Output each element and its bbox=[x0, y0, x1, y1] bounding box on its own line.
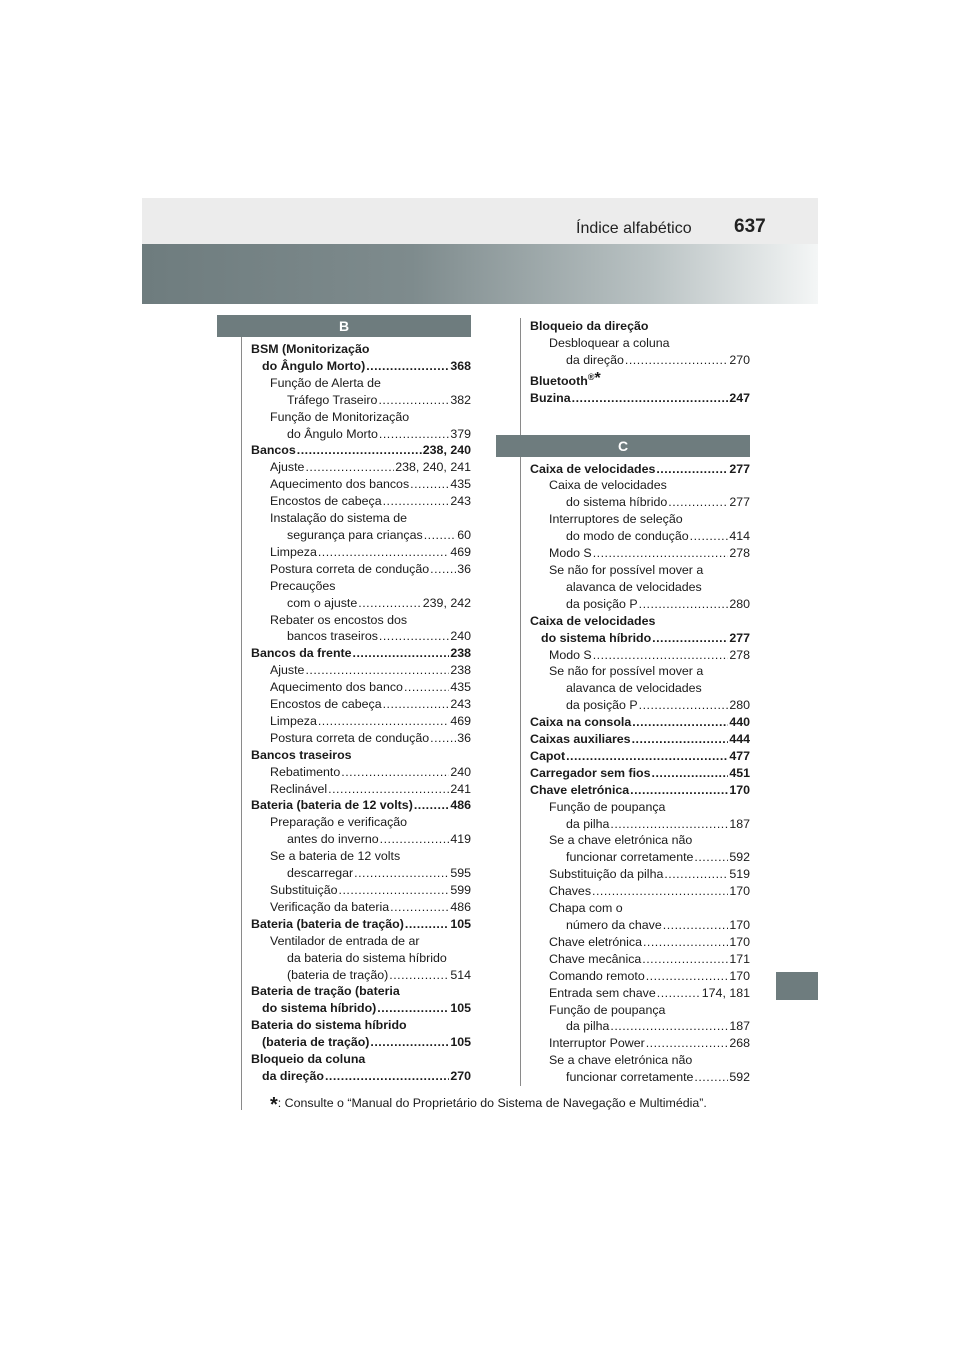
index-entry bbox=[530, 782, 750, 799]
entry-text: da posição P bbox=[566, 698, 638, 713]
entry-text: Bancos bbox=[251, 443, 296, 458]
left-entries-list bbox=[251, 341, 471, 1085]
index-entry bbox=[530, 1002, 750, 1036]
dot-leader bbox=[646, 1035, 729, 1052]
index-entry bbox=[530, 369, 750, 390]
entry-text: Substituição bbox=[270, 883, 338, 897]
entry-text: Caixa de velocidades bbox=[530, 461, 656, 476]
entry-text: do sistema híbrido) bbox=[262, 1001, 377, 1016]
dot-leader bbox=[663, 917, 729, 934]
page-reference: 187 bbox=[729, 1019, 750, 1034]
entry-text: Bancos traseiros bbox=[251, 747, 352, 762]
page-reference: 105 bbox=[450, 1035, 471, 1050]
page-reference: 435 bbox=[450, 477, 471, 492]
header-bar bbox=[142, 198, 818, 244]
entry-text: (bateria de tração) bbox=[262, 1035, 370, 1050]
dot-leader bbox=[354, 865, 449, 882]
entry-text: Postura correta de condução bbox=[270, 561, 430, 576]
dot-leader bbox=[325, 1068, 449, 1085]
entry-text: Rebatimento bbox=[270, 764, 341, 779]
dot-leader bbox=[318, 544, 449, 561]
entry-text: alavanca de velocidades bbox=[566, 579, 702, 594]
entry-text: funcionar corretamente bbox=[566, 850, 694, 865]
entry-text: do sistema híbrido bbox=[566, 495, 668, 510]
dot-leader bbox=[430, 730, 456, 747]
index-entry bbox=[251, 476, 471, 493]
dot-leader bbox=[632, 714, 728, 731]
page-reference: 519 bbox=[729, 867, 750, 882]
index-entry bbox=[251, 916, 471, 933]
dot-leader bbox=[694, 849, 728, 866]
entry-text: Ajuste bbox=[270, 460, 305, 475]
entry-text: descarregar bbox=[287, 866, 354, 881]
entry-text: Capot bbox=[530, 748, 566, 763]
dot-leader bbox=[358, 595, 422, 612]
index-entry bbox=[530, 390, 750, 407]
entry-text: Se não for possível mover a bbox=[549, 562, 704, 577]
dot-leader bbox=[341, 764, 449, 781]
entry-text: Instalação do sistema de bbox=[270, 511, 408, 526]
entry-text: Ajuste bbox=[270, 663, 305, 678]
page-reference: 243 bbox=[450, 494, 471, 509]
entry-text: do Ângulo Morto bbox=[287, 426, 378, 441]
index-entry bbox=[530, 900, 750, 934]
right-index-column bbox=[530, 318, 750, 1086]
entry-text: Substituição da pilha bbox=[549, 867, 664, 882]
index-entry bbox=[530, 647, 750, 664]
entry-text: Caixa de velocidades bbox=[549, 478, 667, 493]
dot-leader bbox=[390, 899, 449, 916]
page-reference: 419 bbox=[450, 832, 471, 847]
index-entry bbox=[530, 461, 750, 478]
page-reference: 270 bbox=[729, 352, 750, 367]
entry-text: da bateria do sistema híbrido bbox=[287, 950, 447, 965]
entry-text: da pilha bbox=[566, 1019, 610, 1034]
page-reference: 170 bbox=[729, 934, 750, 949]
registered-mark: ® bbox=[587, 371, 595, 382]
index-entry bbox=[251, 375, 471, 409]
index-entry bbox=[251, 493, 471, 510]
page-reference: 451 bbox=[729, 765, 750, 780]
entry-text: do sistema híbrido bbox=[541, 630, 652, 645]
entry-text: Função de poupança bbox=[549, 799, 666, 814]
page-reference: 171 bbox=[729, 951, 750, 966]
index-entry bbox=[530, 714, 750, 731]
dot-leader bbox=[642, 951, 728, 968]
page-reference: 435 bbox=[450, 680, 471, 695]
index-entry bbox=[251, 933, 471, 984]
page-reference: 105 bbox=[450, 1001, 471, 1016]
dot-leader bbox=[632, 731, 729, 748]
index-entry bbox=[251, 510, 471, 544]
page-reference: 174, 181 bbox=[701, 985, 750, 1000]
index-entry bbox=[251, 561, 471, 578]
index-entry bbox=[251, 848, 471, 882]
entry-text: da pilha bbox=[566, 816, 610, 831]
dot-leader bbox=[630, 782, 728, 799]
entry-text: Limpeza bbox=[270, 544, 317, 559]
footnote bbox=[270, 1094, 707, 1117]
index-entry bbox=[251, 882, 471, 899]
page-reference: 486 bbox=[450, 899, 471, 914]
index-entry bbox=[251, 1051, 471, 1085]
page-reference: 514 bbox=[450, 967, 471, 982]
dot-leader bbox=[379, 426, 449, 443]
dot-leader bbox=[643, 934, 728, 951]
entry-text: segurança para crianças bbox=[287, 527, 423, 542]
index-entry bbox=[251, 781, 471, 798]
entry-text: Modo S bbox=[549, 647, 592, 662]
dot-leader bbox=[593, 545, 729, 562]
index-entry bbox=[251, 442, 471, 459]
index-entry bbox=[530, 613, 750, 647]
page-number: 637 bbox=[734, 216, 766, 237]
index-entry bbox=[251, 612, 471, 646]
entry-text: Caixas auxiliares bbox=[530, 732, 631, 747]
entry-text: Bateria de tração (bateria bbox=[251, 984, 400, 999]
entry-text: Chapa com o bbox=[549, 901, 623, 916]
entry-text: Bateria do sistema híbrido bbox=[251, 1018, 407, 1033]
dot-leader bbox=[610, 816, 728, 833]
entry-text: da posição P bbox=[566, 596, 638, 611]
right-entries-list bbox=[530, 461, 750, 1087]
page-reference: 238, 240 bbox=[422, 443, 471, 458]
index-entry bbox=[530, 477, 750, 511]
entry-text: Se a chave eletrónica não bbox=[549, 1053, 693, 1068]
page-reference: 592 bbox=[729, 1070, 750, 1085]
entry-text: do Ângulo Morto) bbox=[262, 358, 366, 373]
index-entry bbox=[251, 696, 471, 713]
left-index-column bbox=[251, 315, 471, 1085]
index-entry bbox=[530, 832, 750, 866]
index-entry bbox=[530, 968, 750, 985]
entry-text: BSM (Monitorização bbox=[251, 342, 370, 356]
entry-text: Bateria (bateria de 12 volts) bbox=[251, 798, 413, 813]
dot-leader bbox=[656, 461, 728, 478]
page-reference: 238 bbox=[450, 646, 471, 661]
dot-leader bbox=[610, 1018, 728, 1035]
index-entry bbox=[530, 866, 750, 883]
dot-leader bbox=[389, 967, 449, 984]
page-reference: 240 bbox=[450, 629, 471, 644]
page-reference: 280 bbox=[729, 596, 750, 611]
page-reference: 105 bbox=[450, 916, 471, 931]
index-entry bbox=[530, 562, 750, 613]
index-entry bbox=[530, 934, 750, 951]
section-header-b: B bbox=[217, 315, 471, 337]
page-reference: 477 bbox=[729, 748, 750, 763]
entry-text: Postura correta de condução bbox=[270, 730, 430, 745]
index-entry bbox=[251, 662, 471, 679]
page-reference: 241 bbox=[450, 781, 471, 796]
dot-leader bbox=[652, 765, 729, 782]
page-reference: 277 bbox=[729, 630, 750, 645]
page-reference: 36 bbox=[457, 730, 471, 745]
dot-leader bbox=[370, 1034, 449, 1051]
entry-text: Rebater os encostos dos bbox=[270, 612, 408, 627]
entry-text: funcionar corretamente bbox=[566, 1070, 694, 1085]
index-entry bbox=[251, 814, 471, 848]
dot-leader bbox=[379, 628, 449, 645]
page-reference: 278 bbox=[729, 546, 750, 561]
entry-text: Buzina bbox=[530, 390, 571, 405]
entry-text: Entrada sem chave bbox=[549, 985, 656, 1000]
page-reference: 277 bbox=[729, 495, 750, 510]
index-entry bbox=[251, 459, 471, 476]
dot-leader bbox=[297, 442, 422, 459]
entry-text: com o ajuste bbox=[287, 595, 358, 610]
page-reference: 368 bbox=[450, 358, 471, 373]
entry-text: Interruptores de seleção bbox=[549, 512, 683, 527]
page-reference: 187 bbox=[729, 816, 750, 831]
page-reference: 240 bbox=[450, 764, 471, 779]
index-entry bbox=[530, 799, 750, 833]
entry-text: bancos traseiros bbox=[287, 629, 378, 644]
entry-text: Função de Monitorização bbox=[270, 409, 410, 424]
entry-text: Comando remoto bbox=[549, 968, 645, 983]
index-entry bbox=[251, 645, 471, 662]
page-reference: 592 bbox=[729, 850, 750, 865]
entry-text: Bluetooth bbox=[530, 373, 588, 388]
entry-text: Se não for possível mover a bbox=[549, 664, 704, 679]
entry-text: Carregador sem fios bbox=[530, 765, 651, 780]
index-entry bbox=[530, 1035, 750, 1052]
page-reference: 270 bbox=[450, 1068, 471, 1083]
dot-leader bbox=[339, 882, 450, 899]
left-margin-rule bbox=[241, 318, 242, 1110]
entry-text: Se a chave eletrónica não bbox=[549, 833, 693, 848]
dot-leader bbox=[383, 696, 450, 713]
dot-leader bbox=[353, 645, 450, 662]
index-entry bbox=[530, 985, 750, 1002]
footnote-text: : Consulte o “Manual do Proprietário do Sistema de Navegação e Multimédia”. bbox=[277, 1096, 707, 1110]
index-entry bbox=[251, 764, 471, 781]
entry-text: Reclinável bbox=[270, 781, 328, 796]
entry-text: alavanca de velocidades bbox=[566, 681, 702, 696]
section-header-c: C bbox=[496, 435, 750, 457]
dot-leader bbox=[305, 662, 449, 679]
dot-leader bbox=[430, 561, 456, 578]
entry-text: Modo S bbox=[549, 546, 592, 561]
column-divider bbox=[520, 318, 521, 1086]
page-reference: 36 bbox=[457, 561, 471, 576]
header-gradient-band bbox=[142, 244, 818, 304]
index-entry bbox=[251, 1017, 471, 1051]
entry-text: Se a bateria de 12 volts bbox=[270, 849, 401, 864]
index-entry bbox=[251, 899, 471, 916]
page-reference: 469 bbox=[450, 544, 471, 559]
index-entry bbox=[251, 730, 471, 747]
dot-leader bbox=[377, 1000, 449, 1017]
page-reference: 414 bbox=[729, 529, 750, 544]
entry-text: Caixa de velocidades bbox=[530, 613, 656, 628]
entry-text: Caixa na consola bbox=[530, 715, 632, 730]
page-reference: 469 bbox=[450, 713, 471, 728]
dot-leader bbox=[328, 781, 449, 798]
dot-leader bbox=[383, 493, 450, 510]
dot-leader bbox=[424, 527, 457, 544]
index-entry bbox=[251, 983, 471, 1017]
page-reference: 599 bbox=[450, 883, 471, 897]
dot-leader bbox=[657, 985, 701, 1002]
dot-leader bbox=[318, 713, 449, 730]
index-entry bbox=[530, 511, 750, 545]
index-entry bbox=[530, 748, 750, 765]
entry-text: número da chave bbox=[566, 918, 662, 932]
entry-text: Chave mecânica bbox=[549, 951, 642, 966]
page-reference: 382 bbox=[450, 392, 471, 407]
entry-text: Interruptor Power bbox=[549, 1036, 645, 1051]
entry-text: Chave eletrónica bbox=[530, 782, 630, 797]
entry-text: do modo de condução bbox=[566, 529, 689, 544]
dot-leader bbox=[639, 596, 729, 613]
dot-leader bbox=[378, 392, 449, 409]
page-reference: 280 bbox=[729, 698, 750, 713]
page-reference: 278 bbox=[729, 647, 750, 662]
index-entry bbox=[530, 883, 750, 900]
dot-leader bbox=[414, 797, 449, 814]
index-entry bbox=[530, 663, 750, 714]
dot-leader bbox=[380, 831, 450, 848]
entry-text: Função de poupança bbox=[549, 1002, 666, 1017]
page-reference: 170 bbox=[729, 918, 750, 932]
entry-text: Função de Alerta de bbox=[270, 375, 381, 390]
entry-text: (bateria de tração) bbox=[287, 967, 389, 982]
entry-text: Bancos da frente bbox=[251, 646, 352, 661]
entry-text: Preparação e verificação bbox=[270, 815, 408, 830]
index-entry bbox=[251, 679, 471, 696]
dot-leader bbox=[410, 476, 449, 493]
entry-text: Bloqueio da direção bbox=[530, 319, 649, 333]
entry-text: Desbloquear a coluna bbox=[549, 335, 670, 350]
index-entry bbox=[251, 578, 471, 612]
dot-leader bbox=[690, 528, 729, 545]
index-entry bbox=[530, 335, 750, 369]
right-top-entries-list bbox=[530, 318, 750, 407]
chapter-side-tab bbox=[776, 972, 818, 1000]
footnote-asterisk: * bbox=[594, 369, 601, 387]
index-entry bbox=[251, 713, 471, 730]
entry-text: Bloqueio da coluna bbox=[251, 1052, 366, 1067]
dot-leader bbox=[566, 748, 728, 765]
page-reference: 247 bbox=[729, 390, 750, 405]
page-reference: 379 bbox=[450, 426, 471, 441]
dot-leader bbox=[572, 390, 729, 407]
entry-text: Encostos de cabeça bbox=[270, 697, 382, 712]
dot-leader bbox=[646, 968, 729, 985]
entry-text: Verificação da bateria bbox=[270, 899, 390, 914]
entry-text: da direção bbox=[262, 1068, 324, 1083]
page-reference: 60 bbox=[457, 527, 471, 542]
footnote-marker: * bbox=[270, 1094, 278, 1116]
page-reference: 238 bbox=[450, 663, 471, 678]
entry-text: Encostos de cabeça bbox=[270, 494, 382, 509]
index-entry bbox=[530, 951, 750, 968]
dot-leader bbox=[593, 647, 729, 664]
page-reference: 486 bbox=[450, 798, 471, 813]
entry-text: Chave eletrónica bbox=[549, 934, 642, 949]
page-title: Índice alfabético bbox=[576, 220, 692, 237]
dot-leader bbox=[405, 916, 449, 933]
page-reference: 440 bbox=[729, 715, 750, 730]
dot-leader bbox=[652, 630, 728, 647]
index-entry bbox=[530, 545, 750, 562]
index-entry bbox=[251, 544, 471, 561]
dot-leader bbox=[404, 679, 449, 696]
index-entry bbox=[251, 747, 471, 764]
dot-leader bbox=[694, 1069, 728, 1086]
entry-text: antes do inverno bbox=[287, 832, 379, 847]
page-reference: 444 bbox=[729, 732, 750, 747]
entry-text: Bateria (bateria de tração) bbox=[251, 916, 404, 931]
entry-text: Precauções bbox=[270, 578, 336, 593]
page-reference: 239, 242 bbox=[422, 595, 471, 610]
index-entry bbox=[530, 731, 750, 748]
dot-leader bbox=[305, 459, 394, 476]
dot-leader bbox=[366, 358, 449, 375]
page-reference: 277 bbox=[729, 461, 750, 476]
entry-text: Ventilador de entrada de ar bbox=[270, 933, 420, 948]
index-entry bbox=[530, 1052, 750, 1086]
page-reference: 595 bbox=[450, 866, 471, 881]
dot-leader bbox=[664, 866, 728, 883]
entry-text: Chaves bbox=[549, 884, 592, 899]
page-reference: 238, 240, 241 bbox=[395, 460, 471, 475]
page-reference: 170 bbox=[729, 782, 750, 797]
index-entry bbox=[530, 765, 750, 782]
index-entry bbox=[251, 409, 471, 443]
index-entry bbox=[251, 341, 471, 375]
page-reference: 170 bbox=[729, 968, 750, 983]
entry-text: Limpeza bbox=[270, 713, 317, 728]
entry-text: da direção bbox=[566, 352, 624, 367]
page-reference: 268 bbox=[729, 1036, 750, 1051]
dot-leader bbox=[625, 352, 728, 369]
entry-text: Aquecimento dos banco bbox=[270, 680, 403, 695]
dot-leader bbox=[639, 697, 729, 714]
page-reference: 243 bbox=[450, 697, 471, 712]
dot-leader bbox=[668, 494, 728, 511]
index-entry bbox=[251, 797, 471, 814]
entry-text: Aquecimento dos bancos bbox=[270, 477, 410, 492]
index-entry bbox=[530, 318, 750, 335]
page-reference: 170 bbox=[729, 884, 750, 899]
entry-text: Tráfego Traseiro bbox=[287, 392, 378, 407]
dot-leader bbox=[592, 883, 728, 900]
